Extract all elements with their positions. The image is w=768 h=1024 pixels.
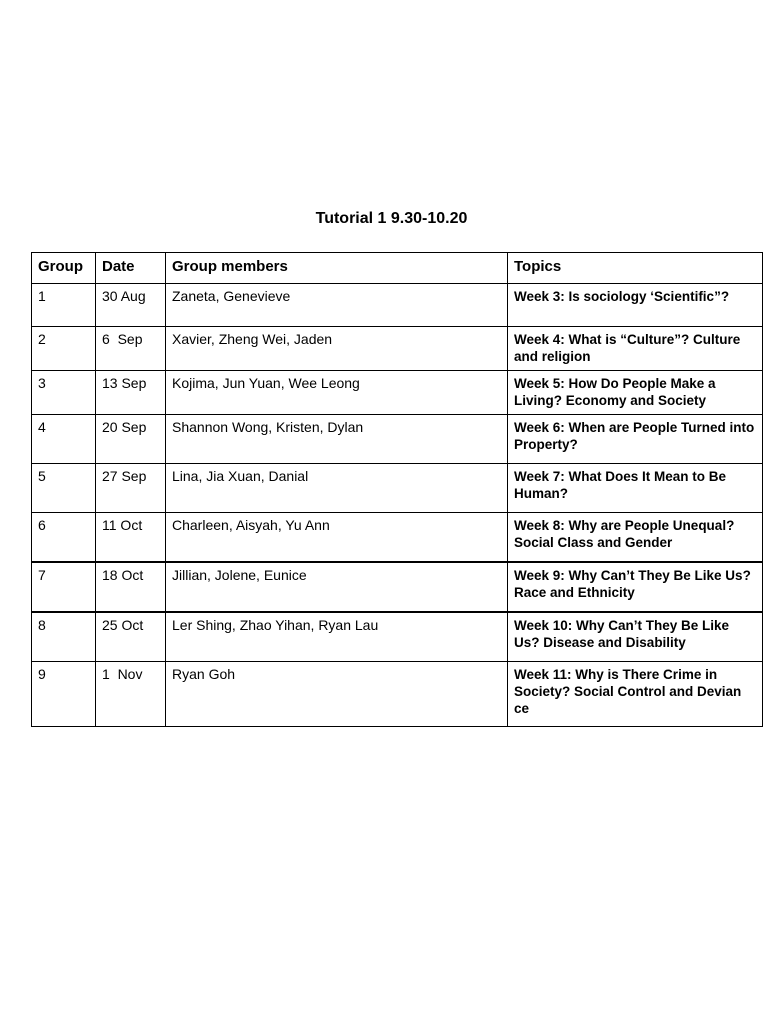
topic-cell: Week 3: Is sociology ‘Scientific”? bbox=[508, 284, 763, 327]
date-cell: 18 Oct bbox=[96, 562, 166, 612]
table-row bbox=[32, 327, 763, 371]
table-row bbox=[32, 562, 763, 612]
group-number: 6 bbox=[32, 513, 96, 563]
group-number: 9 bbox=[32, 662, 96, 727]
document-title: Tutorial 1 9.30-10.20 bbox=[315, 210, 468, 227]
table-row bbox=[32, 371, 763, 415]
date-cell: 13 Sep bbox=[96, 371, 166, 415]
topic-cell: Week 9: Why Can’t They Be Like Us? Race and Ethnicity bbox=[508, 562, 763, 612]
group-number: 2 bbox=[32, 327, 96, 371]
header-group: Group bbox=[32, 253, 96, 284]
group-number: 4 bbox=[32, 415, 96, 464]
group-number: 5 bbox=[32, 464, 96, 513]
group-number: 7 bbox=[32, 562, 96, 612]
members-cell: Jillian, Jolene, Eunice bbox=[166, 562, 508, 612]
members-cell: Lina, Jia Xuan, Danial bbox=[166, 464, 508, 513]
members-cell: Shannon Wong, Kristen, Dylan bbox=[166, 415, 508, 464]
table-row bbox=[32, 513, 763, 563]
group-number: 8 bbox=[32, 612, 96, 662]
date-cell: 11 Oct bbox=[96, 513, 166, 563]
topic-cell: Week 10: Why Can’t They Be Like Us? Disease and Disability bbox=[508, 612, 763, 662]
header-members: Group members bbox=[166, 253, 508, 284]
date-cell: 6 Sep bbox=[96, 327, 166, 371]
date-cell: 20 Sep bbox=[96, 415, 166, 464]
members-cell: Kojima, Jun Yuan, Wee Leong bbox=[166, 371, 508, 415]
members-cell: Ler Shing, Zhao Yihan, Ryan Lau bbox=[166, 612, 508, 662]
header-date: Date bbox=[96, 253, 166, 284]
topic-cell: Week 5: How Do People Make a Living? Economy and Society bbox=[508, 371, 763, 415]
group-number: 1 bbox=[32, 284, 96, 327]
date-cell: 27 Sep bbox=[96, 464, 166, 513]
date-cell: 30 Aug bbox=[96, 284, 166, 327]
group-number: 3 bbox=[32, 371, 96, 415]
topic-cell: Week 11: Why is There Crime in Society? Social Control and Devian ce bbox=[508, 662, 763, 727]
table-header-row bbox=[32, 253, 763, 284]
topic-cell: Week 7: What Does It Mean to Be Human? bbox=[508, 464, 763, 513]
date-cell: 1 Nov bbox=[96, 662, 166, 727]
members-cell: Xavier, Zheng Wei, Jaden bbox=[166, 327, 508, 371]
members-cell: Charleen, Aisyah, Yu Ann bbox=[166, 513, 508, 563]
table-row bbox=[32, 415, 763, 464]
topic-cell: Week 8: Why are People Unequal? Social Class and Gender bbox=[508, 513, 763, 563]
topic-cell: Week 4: What is “Culture”? Culture and religion bbox=[508, 327, 763, 371]
table-row bbox=[32, 284, 763, 327]
members-cell: Zaneta, Genevieve bbox=[166, 284, 508, 327]
table-row bbox=[32, 612, 763, 662]
members-cell: Ryan Goh bbox=[166, 662, 508, 727]
table-row bbox=[32, 662, 763, 727]
tutorial-schedule-table bbox=[31, 252, 763, 727]
topic-cell: Week 6: When are People Turned into Property? bbox=[508, 415, 763, 464]
table-row bbox=[32, 464, 763, 513]
date-cell: 25 Oct bbox=[96, 612, 166, 662]
header-topics: Topics bbox=[508, 253, 763, 284]
